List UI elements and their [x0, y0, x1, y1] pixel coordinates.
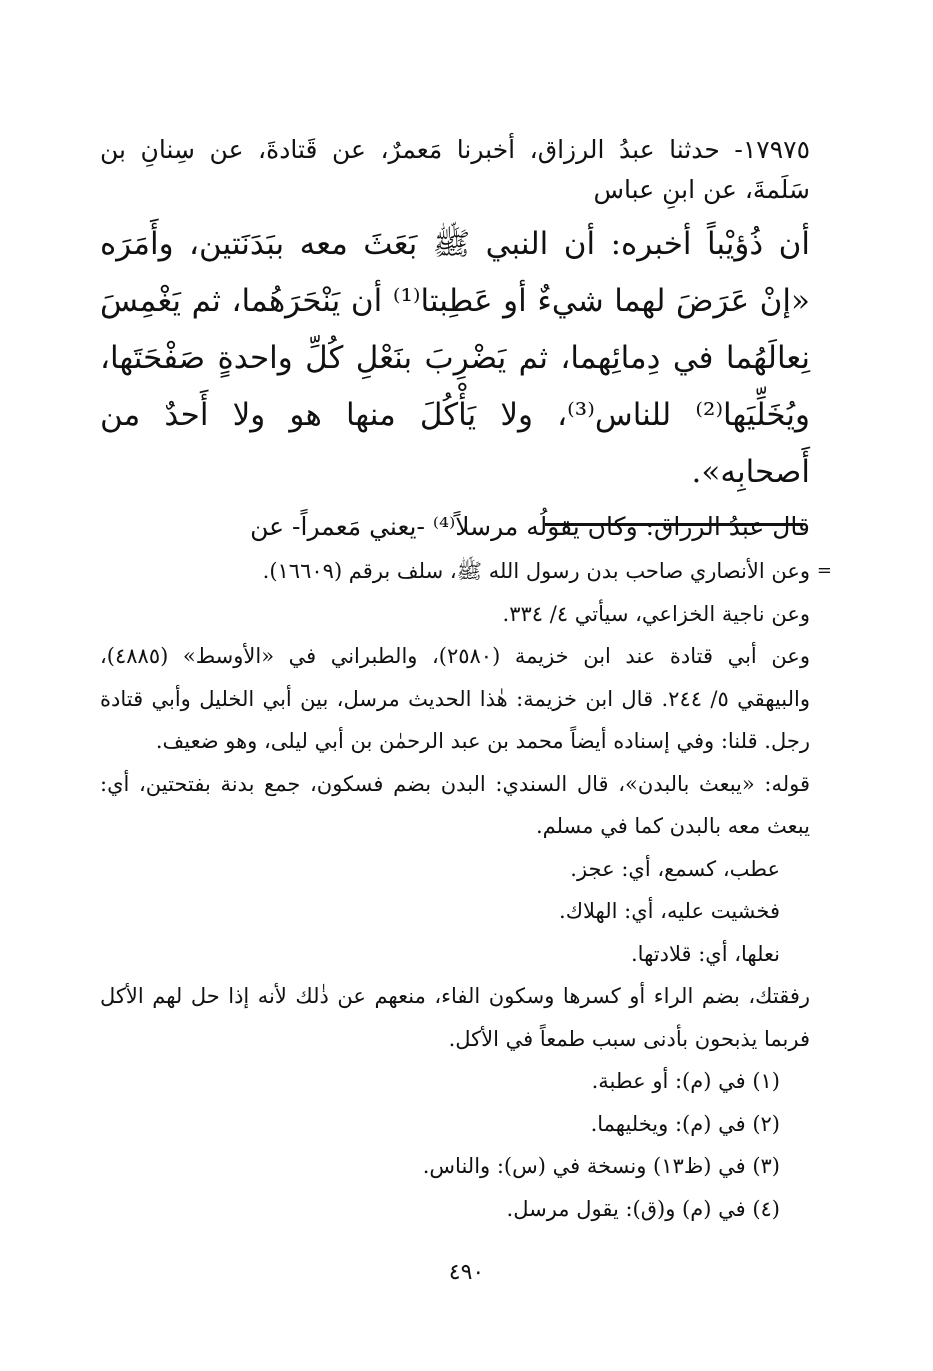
hadith-paragraph: أن ذُؤيْباً أخبره: أن النبي ﷺ بَعَثَ معه ببَدَنَتين، وأَمَرَه «إنْ عَرَضَ لهما شيءٌ أو عَطِبتا⁽¹⁾ أن يَنْحَرَهُما، ثم يَغْمِسَ نِعالَهُما في دِمائِهما، ثم يَضْرِبَ بنَعْلِ كُلِّ واحدةٍ صَفْحَتَها، ويُخَلِّيَها⁽²⁾ للناس⁽³⁾، ولا يَأْكُلَ منها هو ولا أَحدٌ من أَصحابِه».	[100, 226, 811, 490]
footnote-3: (٣) في (ظ١٣) ونسخة في (س): والناس.	[422, 1154, 780, 1178]
footnote-1: (١) في (م): أو عطبة.	[591, 1069, 780, 1093]
note-text: وعن الأنصاري صاحب بدن رسول الله ﷺ، سلف برقم (١٦٦٠٩).	[262, 559, 810, 583]
note-line: رفقتك، بضم الراء أو كسرها وسكون الفاء، منعهم عن ذٰلك لأنه إذا حل لهم الأكل فربما يذبحون بأدنى سبب طمعاً في الأكل.	[100, 984, 810, 1051]
footnote-separator	[545, 523, 803, 526]
note-line: عطب، كسمع، أي: عجز.	[570, 856, 780, 881]
footnotes-section	[100, 550, 832, 1230]
note-line	[100, 550, 832, 593]
note-line: وعن أبي قتادة عند ابن خزيمة (٢٥٨٠)، والطبراني في «الأوسط» (٤٨٨٥)، والبيهقي ٥/ ٢٤٤. قال ابن خزيمة: هٰذا الحديث مرسل، بين أبي الخليل وأبي قتادة رجل. قلنا: وفي إسناده أيضاً محمد بن عبد الرحمٰن بن أبي ليلى، وهو ضعيف.	[100, 644, 810, 753]
page-number: ٤٩٠	[448, 1260, 485, 1285]
note-line: قوله: «يبعث بالبدن»، قال السندي: البدن بضم فسكون، جمع بدنة بفتحتين، أي: يبعث معه بالبدن كما في مسلم.	[100, 771, 810, 838]
continuation-mark: =	[816, 560, 832, 581]
note-line: نعلها، أي: قلادتها.	[631, 941, 780, 966]
note-line: وعن ناجية الخزاعي، سيأتي ٤/ ٣٣٤.	[502, 601, 810, 626]
isnad-paragraph: ١٧٩٧٥- حدثنا عبدُ الرزاق، أخبرنا مَعمرٌ، عن قَتادةَ، عن سِنانِ بن سَلَمةَ، عن ابنِ عباس	[100, 135, 810, 204]
footnote-2: (٢) في (م): ويخليهما.	[590, 1111, 780, 1136]
narrator-note-paragraph: قال عبدُ الرزاق: وكان يقولُه مرسلاً⁽⁴⁾ -يعني مَعمراً- عن	[250, 512, 810, 541]
note-line: فخشيت عليه، أي: الهلاك.	[559, 899, 780, 923]
footnote-4: (٤) في (م) و(ق): يقول مرسل.	[506, 1196, 780, 1221]
main-text	[100, 130, 810, 547]
